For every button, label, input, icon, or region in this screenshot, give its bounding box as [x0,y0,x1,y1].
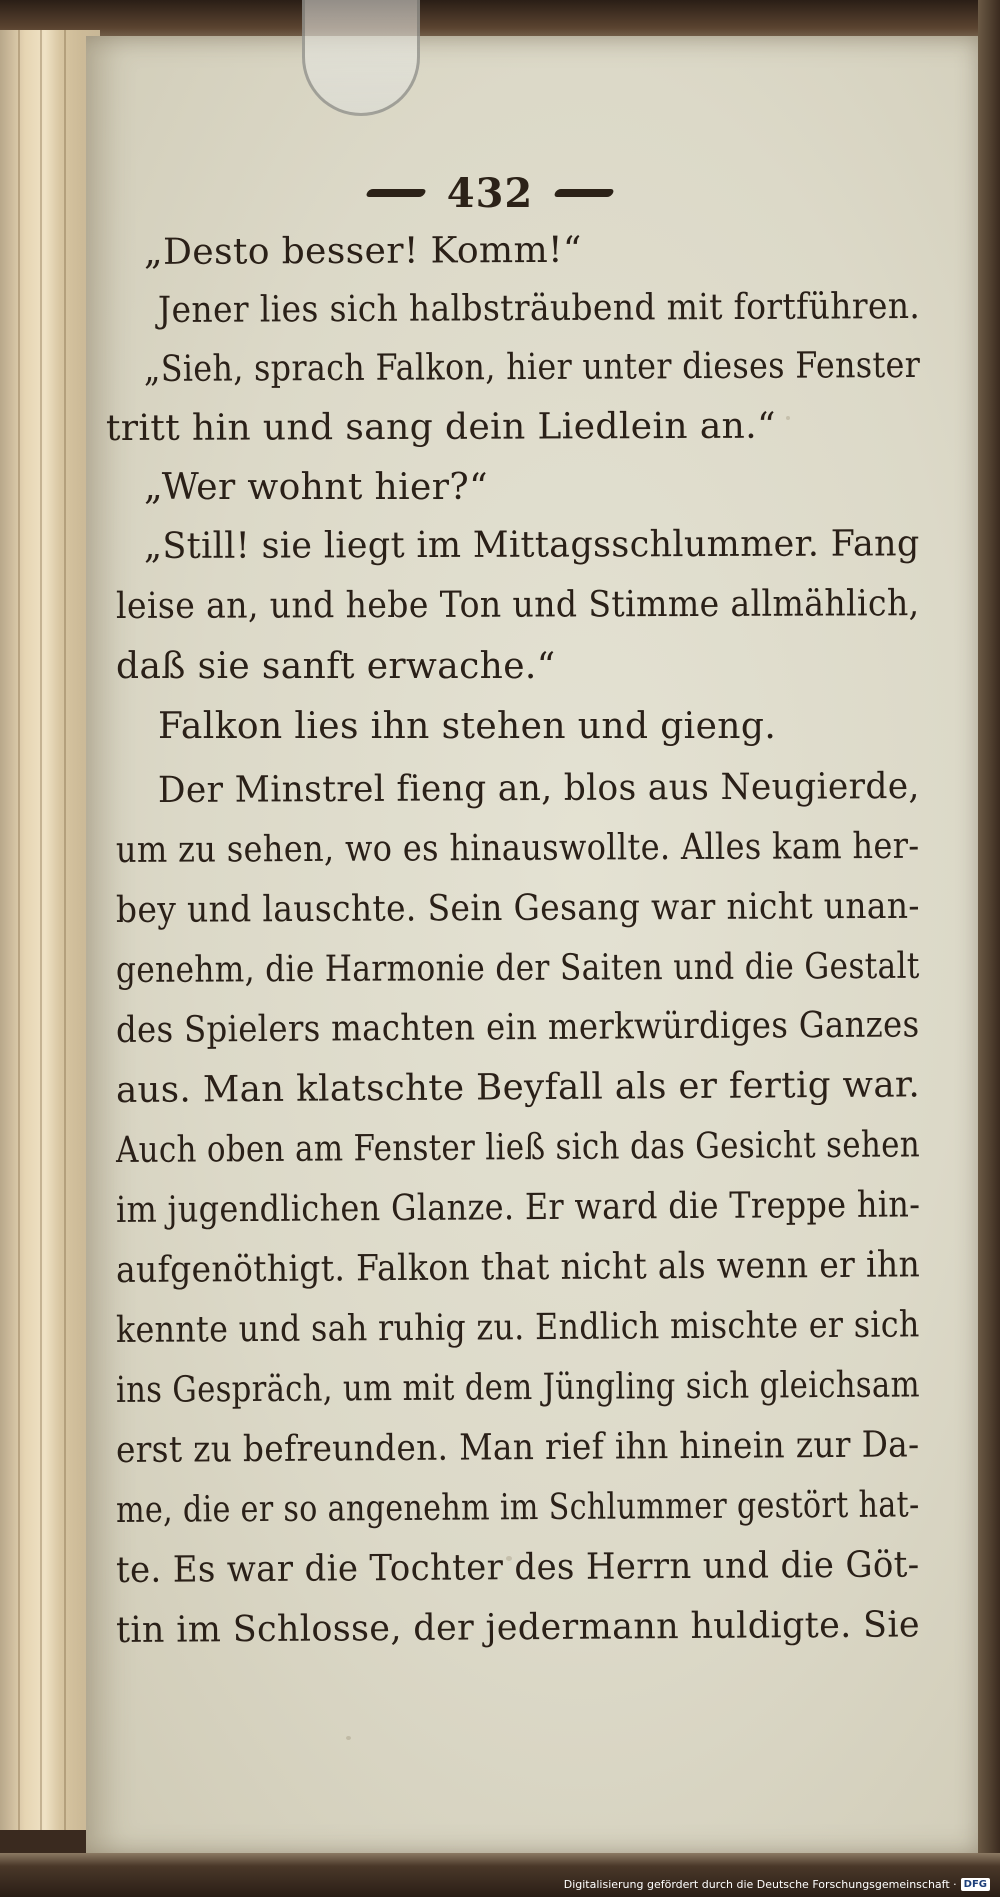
paper-speck [786,416,790,420]
text-line: um zu sehen, wo es hinauswollte. Alles kam her- [115,825,920,871]
book-binding-edge [0,30,100,1830]
credit-text: Digitalisierung gefördert durch die Deutsche Forschungsgemeinschaft · [563,1877,957,1891]
page-header [340,168,640,218]
text-line: te. Es war die Tochter des Herrn und die Göt- [115,1544,920,1591]
text-line: „Wer wohnt hier?“ [144,467,488,508]
text-line: aufgenöthigt. Falkon that nicht als wenn er ihn [115,1244,921,1291]
text-line: des Spielers machten ein merkwürdiges Ganzes [115,1004,920,1051]
header-ornament-right [553,189,615,197]
text-line: bey und lauschte. Sein Gesang war nicht unan- [115,885,920,931]
text-line: tritt hin und sang dein Liedlein an.“ [105,405,776,449]
text-line: leise an, und hebe Ton und Stimme allmählich, [115,583,920,627]
binding-line [40,30,42,1830]
text-line: Falkon lies ihn stehen und gieng. [158,706,777,747]
digitization-credit [564,1873,990,1895]
paper-speck [346,1736,351,1740]
text-line: Jener lies sich halbsträubend mit fortführen. [157,286,921,331]
text-line: tin im Schlosse, der jedermann huldigte. Sie [115,1604,921,1651]
text-line: ins Gespräch, um mit dem Jüngling sich gleichsam [115,1364,921,1411]
dfg-logo: DFG [961,1878,990,1891]
text-line: Der Minstrel fieng an, blos aus Neugierde, [157,766,920,811]
page-clip [302,0,420,116]
header-ornament-left [365,189,427,197]
text-line: aus. Man klatschte Beyfall als er fertig war. [115,1064,921,1111]
text-line: „Still! sie liegt im Mittagsschlummer. Fang [143,523,920,567]
binding-line [64,30,66,1830]
text-line: „Desto besser! Komm!“ [143,229,582,273]
text-line: erst zu befreunden. Man rief ihn hinein zur Da- [115,1424,920,1471]
text-line: genehm, die Harmonie der Saiten und die Gestalt [115,945,920,991]
text-line: daß sie sanft erwache.“ [116,646,556,687]
right-edge-shadow [978,0,1000,1897]
text-line: me, die er so angenehm im Schlummer gestört hat- [115,1484,920,1531]
binding-line [18,30,20,1830]
page-number: 432 [446,169,534,217]
text-line: Auch oben am Fenster ließ sich das Gesicht sehen [115,1124,921,1171]
text-line: „Sieh, sprach Falkon, hier unter dieses Fenster [143,344,921,390]
text-line: kennte und sah ruhig zu. Endlich mischte er sich [115,1304,920,1351]
text-line: im jugendlichen Glanze. Er ward die Treppe hin- [115,1184,921,1231]
